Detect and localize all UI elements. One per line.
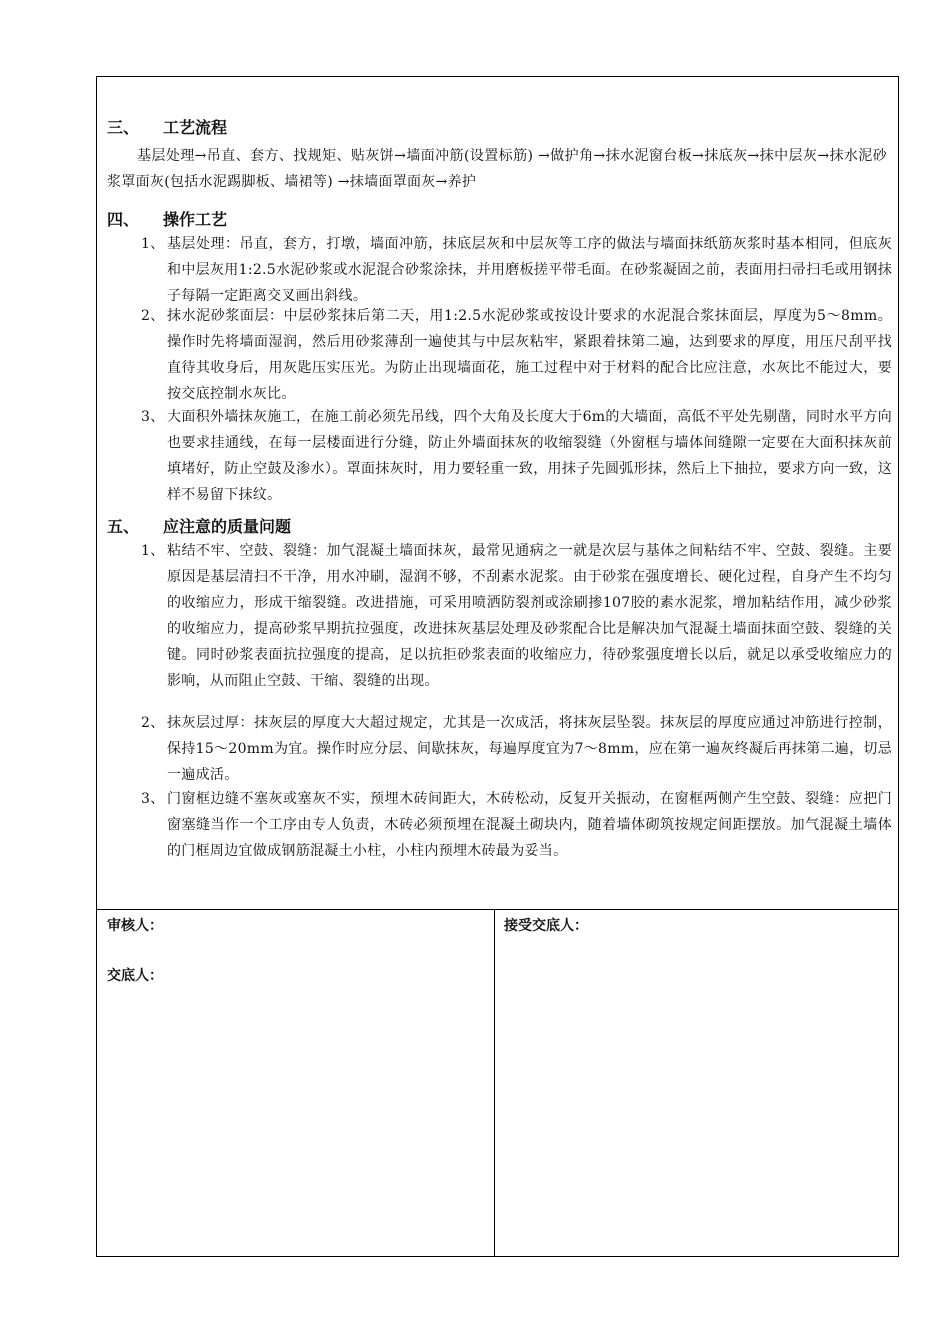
item-text: 抹灰层过厚：抹灰层的厚度大大超过规定，尤其是一次成活，将抹灰层坠裂。抹灰层的厚度应通过冲筋进行控制，保持15～20mm为宜。操作时应分层、间歇抹灰，每遍厚度宜为7～8mm，应在第一遍灰终凝后再抹第二遍，切忌一遍成活。 (167, 715, 892, 783)
discloser-label: 交底人： (107, 968, 163, 984)
list-item (127, 786, 892, 864)
section-5-number: 五、 (107, 517, 140, 536)
process-flow-text: 基层处理→吊直、套方、找规矩、贴灰饼→墙面冲筋(设置标筋) →做护角→抹水泥窗台板→抹底灰→抹中层灰→抹水泥砂浆罩面灰(包括水泥踢脚板、墙裙等) →抹墙面罩面灰→养护 (107, 148, 887, 190)
section-5-heading (107, 514, 291, 537)
item-number: 1、 (141, 543, 165, 559)
horizontal-divider (97, 909, 898, 910)
vertical-divider (494, 910, 495, 1256)
item-number: 1、 (141, 236, 165, 252)
item-number: 2、 (141, 715, 165, 731)
reviewer-label: 审核人： (107, 918, 163, 934)
item-number: 2、 (141, 308, 165, 324)
item-text: 门窗框边缝不塞灰或塞灰不实，预埋木砖间距大，木砖松动，反复开关振动，在窗框两侧产生空鼓、裂缝：应把门窗塞缝当作一个工序由专人负责，木砖必须预埋在混凝土砌块内，随着墙体砌筑按规定间距摆放。加气混凝土墙体的门框周边宜做成钢筋混凝土小柱，小柱内预埋木砖最为妥当。 (167, 791, 892, 859)
section-5-title: 应注意的质量问题 (163, 517, 292, 536)
item-number: 3、 (141, 409, 165, 425)
item-text: 大面积外墙抹灰施工，在施工前必须先吊线，四个大角及长度大于6m的大墙面，高低不平处先剔凿，同时水平方向也要求挂通线，在每一层楼面进行分缝，防止外墙面抹灰的收缩裂缝（外窗框与墙体间缝隙一定要在大面积抹灰前填堵好，防止空鼓及渗水）。罩面抹灰时，用力要轻重一致，用抹子先圆弧形抹，然后上下抽拉，要求方向一致，这样不易留下抹纹。 (167, 409, 892, 503)
section-4-number: 四、 (107, 210, 140, 229)
item-text: 粘结不牢、空鼓、裂缝：加气混凝土墙面抹灰，最常见通病之一就是次层与基体之间粘结不牢、空鼓、裂缝。主要原因是基层清扫不干净，用水冲刷，湿润不够，不刮素水泥浆。由于砂浆在强度增长、硬化过程，自身产生不均匀的收缩应力，形成干缩裂缝。改进措施，可采用喷洒防裂剂或涂刷掺107胶的素水泥浆，增加粘结作用，减少砂浆的收缩应力，提高砂浆早期抗拉强度，改进抹灰基层处理及砂浆配合比是解决加气混凝土墙面抹面空鼓、裂缝的关键。同时砂浆表面抗拉强度的提高，足以抗拒砂浆表面的收缩应力，待砂浆强度增长以后，就足以承受收缩应力的影响，从而阻止空鼓、干缩、裂缝的出现。 (167, 543, 892, 689)
item-number: 3、 (141, 791, 165, 807)
list-item (127, 710, 892, 788)
section-3-heading (107, 115, 227, 138)
section-3-number: 三、 (107, 118, 140, 137)
disclosure-table (96, 76, 899, 1257)
item-text: 抹水泥砂浆面层：中层砂浆抹后第二天，用1:2.5水泥砂浆或按设计要求的水泥混合浆抹面层，厚度为5～8mm。操作时先将墙面湿润，然后用砂浆薄刮一遍使其与中层灰粘牢，紧跟着抹第二遍，达到要求的厚度，用压尺刮平找直待其收身后，用灰匙压实压光。为防止出现墙面花，施工过程中对于材料的配合比应注意，水灰比不能过大，要按交底控制水灰比。 (167, 308, 892, 402)
list-item (127, 303, 892, 407)
section-4-title: 操作工艺 (163, 210, 228, 229)
section-4-heading (107, 207, 227, 230)
section-3-title: 工艺流程 (163, 118, 228, 137)
list-item (127, 404, 892, 508)
content-cell (97, 77, 898, 909)
receiver-label: 接受交底人： (504, 918, 588, 934)
list-item (127, 231, 892, 309)
list-item (127, 538, 892, 694)
item-text: 基层处理：吊直，套方，打墩，墙面冲筋，抹底层灰和中层灰等工序的做法与墙面抹纸筋灰浆时基本相同，但底灰和中层灰用1:2.5水泥砂浆或水泥混合砂浆涂抹，并用磨板搓平带毛面。在砂浆凝固之前，表面用扫帚扫毛或用钢抹子每隔一定距离交叉画出斜线。 (167, 236, 892, 304)
